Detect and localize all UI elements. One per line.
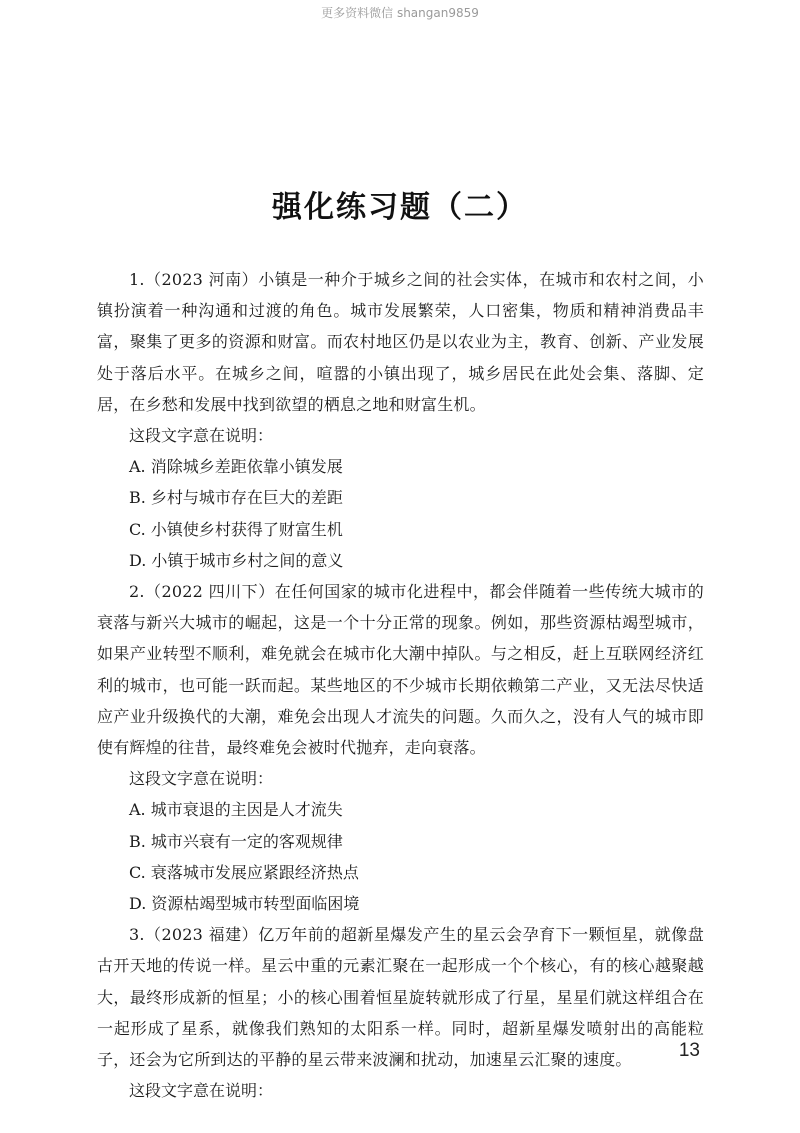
question-2 <box>97 576 704 919</box>
question-prompt: 这段文字意在说明： <box>129 769 274 789</box>
question-3 <box>97 919 704 1106</box>
question-stem: 1.（2023 河南）小镇是一种介于城乡之间的社会实体，在城市和农村之间，小镇扮演着一种沟通和过渡的角色。城市发展繁荣，人口密集，物质和精神消费品丰富，聚集了更多的资源和财富。而农村地区仍是以农业为主，教育、创新、产业发展处于落后水平。在城乡之间，喧嚣的小镇出现了，城乡居民在此处会集、落脚、定居，在乡愁和发展中找到欲望的栖息之地和财富生机。 <box>97 270 704 414</box>
page-number: 13 <box>678 1040 700 1061</box>
option-list <box>97 794 704 919</box>
option-a: A. 城市衰退的主因是人才流失 <box>129 800 343 820</box>
option-b: B. 乡村与城市存在巨大的差距 <box>129 488 343 508</box>
option-d: D. 资源枯竭型城市转型面临困境 <box>129 894 360 914</box>
questions-content <box>97 264 704 1106</box>
question-stem: 3.（2023 福建）亿万年前的超新星爆发产生的星云会孕育下一颗恒星，就像盘古开天地的传说一样。星云中重的元素汇聚在一起形成一个个核心，有的核心越聚越大，最终形成新的恒星；小的核心围着恒星旋转就形成了行星，星星们就这样组合在一起形成了星系，就像我们熟知的太阳系一样。同时，超新星爆发喷射出的高能粒子，还会为它所到达的平静的星云带来波澜和扰动，加速星云汇聚的速度。 <box>97 925 704 1070</box>
option-a: A. 消除城乡差距依靠小镇发展 <box>129 457 343 477</box>
option-c: C. 小镇使乡村获得了财富生机 <box>129 519 343 539</box>
question-stem: 2.（2022 四川下）在任何国家的城市化进程中，都会伴随着一些传统大城市的衰落与新兴大城市的崛起，这是一个十分正常的现象。例如，那些资源枯竭型城市，如果产业转型不顺利，难免就会在城市化大潮中掉队。与之相反，赶上互联网经济红利的城市，也可能一跃而起。某些地区的不少城市长期依赖第二产业，又无法尽快适应产业升级换代的大潮，难免会出现人才流失的问题。久而久之，没有人气的城市即使有辉煌的往昔，最终难免会被时代抛弃，走向衰落。 <box>97 582 704 758</box>
question-prompt: 这段文字意在说明： <box>129 1081 274 1101</box>
page-title: 强化练习题（二） <box>272 190 528 225</box>
option-list <box>97 451 704 576</box>
watermark-text: 更多资料微信 shangan9859 <box>321 6 479 20</box>
question-prompt: 这段文字意在说明： <box>129 426 274 446</box>
option-c: C. 衰落城市发展应紧跟经济热点 <box>129 862 359 882</box>
option-d: D. 小镇于城市乡村之间的意义 <box>129 550 344 570</box>
option-b: B. 城市兴衰有一定的客观规律 <box>129 831 343 851</box>
question-1 <box>97 264 704 576</box>
